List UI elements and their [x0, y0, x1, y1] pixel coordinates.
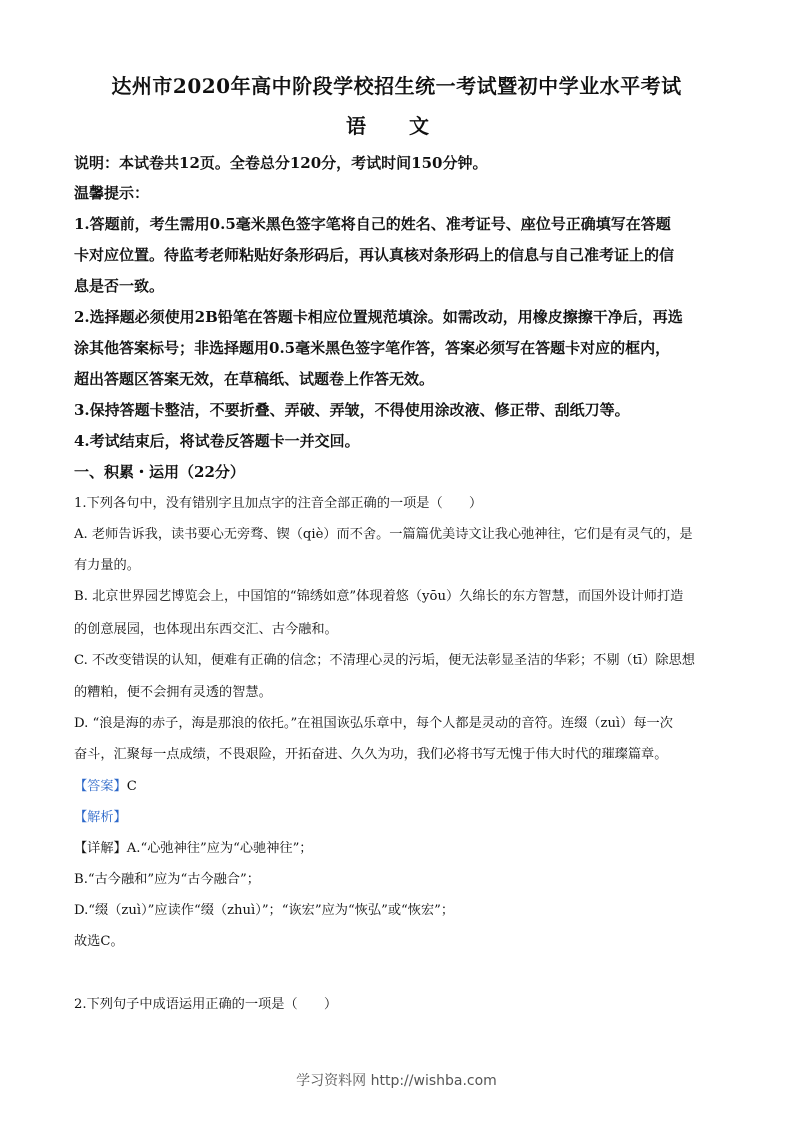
tip-line: 4.考试结束后，将试卷反答题卡一并交回。: [74, 432, 360, 450]
section-title: 一、积累・运用（22分）: [74, 463, 245, 481]
tip-line: 2.选择题必须使用2B铅笔在答题卡相应位置规范填涂。如需改动，用橡皮擦擦干净后，再选: [74, 308, 683, 326]
analysis-label: 【解析】: [74, 810, 127, 825]
option-line: D. “浪是海的赤子，海是那浪的依托。”在祖国诙弘乐章中，每个人都是灵动的音符。连缀（zuì）每一次: [74, 716, 673, 731]
option-line: 的创意展园，也体现出东西交汇、古今融和。: [74, 622, 338, 637]
detail-line: 故选C。: [74, 934, 124, 949]
exam-explanation: 说明：本试卷共12页。全卷总分120分，考试时间150分钟。: [74, 154, 488, 172]
footer-watermark: 学习资料网 http://wishba.com: [296, 1073, 497, 1089]
tip-line: 涂其他答案标号；非选择题用0.5毫米黑色签字笔作答，答案必须写在答题卡对应的框内，: [74, 339, 671, 357]
option-line: 的糟粕，便不会拥有灵透的智慧。: [74, 685, 272, 700]
answer-line: [74, 775, 137, 794]
detail-line: 【详解】A.“心弛神往”应为“心驰神往”；: [74, 841, 313, 856]
subject-title: 语 文: [346, 114, 447, 138]
detail-line: B.“古今融和”应为“古今融合”；: [74, 872, 260, 887]
exam-title: 达州市2020年高中阶段学校招生统一考试暨初中学业水平考试: [111, 74, 682, 98]
option-line: 有力量的。: [74, 558, 140, 573]
answer-value: C: [126, 779, 137, 794]
question-stem: 1.下列各句中，没有错别字且加点字的注音全部正确的一项是（ ）: [74, 496, 483, 511]
tip-line: 息是否一致。: [74, 277, 165, 295]
tip-line: 超出答题区答案无效，在草稿纸、试题卷上作答无效。: [74, 370, 435, 388]
question-stem: 2.下列句子中成语运用正确的一项是（ ）: [74, 997, 338, 1012]
option-line: A. 老师告诉我，读书要心无旁骛、锲（qiè）而不舍。一篇篇优美诗文让我心弛神往，它们是有灵气的，是: [74, 527, 693, 542]
tip-line: 卡对应位置。待监考老师粘贴好条形码后，再认真核对条形码上的信息与自己准考证上的信: [74, 246, 675, 264]
option-line: B. 北京世界园艺博览会上，中国馆的“锦绣如意”体现着悠（yōu）久绵长的东方智慧，而国外设计师打造: [74, 589, 684, 604]
answer-label: 【答案】: [74, 779, 127, 794]
option-line: 奋斗，汇聚每一点成绩，不畏艰险，开拓奋进、久久为功，我们必将书写无愧于伟大时代的璀璨篇章。: [74, 747, 668, 762]
tip-line: 1.答题前，考生需用0.5毫米黑色签字笔将自己的姓名、准考证号、座位号正确填写在答题: [74, 215, 671, 233]
detail-line: D.“缀（zuì）”应读作“缀（zhuì）”；“诙宏”应为“恢弘”或“恢宏”；: [74, 903, 455, 918]
option-line: C. 不改变错误的认知，便难有正确的信念；不清理心灵的污垢，便无法彰显圣洁的华彩；不剔（tī）除思想: [74, 653, 695, 668]
tips-title: 温馨提示：: [74, 184, 150, 202]
tip-line: 3.保持答题卡整洁，不要折叠、弄破、弄皱，不得使用涂改液、修正带、刮纸刀等。: [74, 401, 630, 419]
